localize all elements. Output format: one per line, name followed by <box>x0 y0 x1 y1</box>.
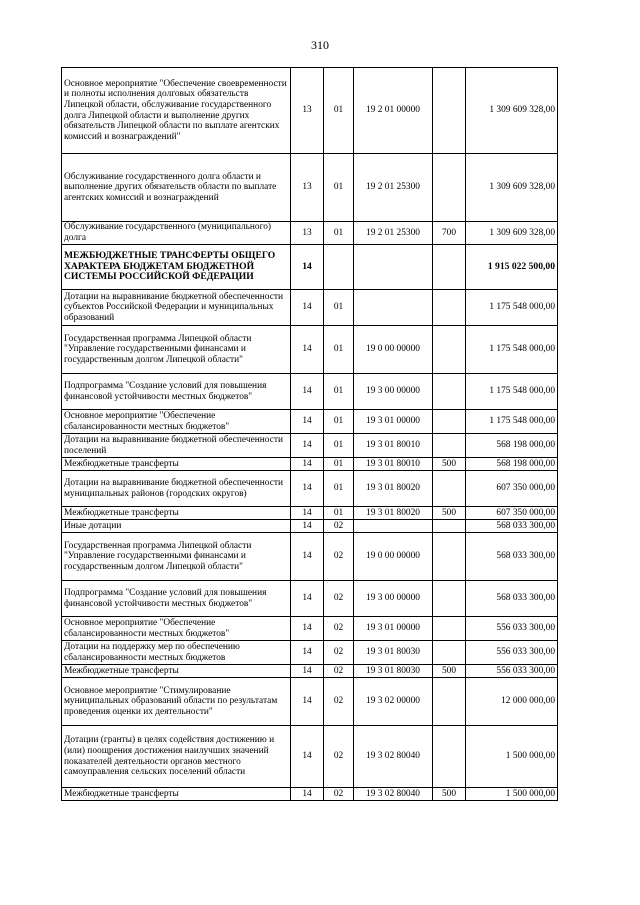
amount: 12 000 000,00 <box>466 678 558 726</box>
target-article-code: 19 3 02 80040 <box>354 726 433 788</box>
section-code: 14 <box>291 410 324 434</box>
subsection-code: 01 <box>324 434 354 458</box>
target-article-code: 19 3 01 00000 <box>354 410 433 434</box>
section-code: 14 <box>291 507 324 520</box>
target-article-code: 19 2 01 25300 <box>354 154 433 222</box>
item-name: Подпрограмма "Создание условий для повышения финансовой устойчивости местных бюджетов" <box>62 374 291 410</box>
expense-type-code: 500 <box>433 788 466 801</box>
section-code: 13 <box>291 154 324 222</box>
item-name: Дотации на выравнивание бюджетной обеспеченности поселений <box>62 434 291 458</box>
target-article-code: 19 3 02 00000 <box>354 678 433 726</box>
item-name: Дотации (гранты) в целях содействия достижению и (или) поощрения достижения наилучших значений показателей деятельности органов местного самоуправления сельских поселений области <box>62 726 291 788</box>
table-row <box>62 290 558 326</box>
amount: 556 033 300,00 <box>466 641 558 665</box>
table-row <box>62 410 558 434</box>
amount: 1 309 609 328,00 <box>466 68 558 154</box>
section-code: 14 <box>291 471 324 507</box>
expense-type-code <box>433 471 466 507</box>
expense-type-code <box>433 374 466 410</box>
expense-type-code <box>433 434 466 458</box>
expense-type-code <box>433 617 466 641</box>
section-code: 14 <box>291 726 324 788</box>
subsection-code: 01 <box>324 68 354 154</box>
target-article-code: 19 3 00 00000 <box>354 581 433 617</box>
subsection-code: 01 <box>324 410 354 434</box>
expense-type-code <box>433 154 466 222</box>
amount: 568 033 300,00 <box>466 581 558 617</box>
section-code: 14 <box>291 434 324 458</box>
section-code: 14 <box>291 665 324 678</box>
table-row <box>62 374 558 410</box>
amount: 1 915 022 500,00 <box>466 245 558 290</box>
expense-type-code <box>433 290 466 326</box>
expense-type-code: 500 <box>433 507 466 520</box>
table-row <box>62 154 558 222</box>
subsection-code: 01 <box>324 471 354 507</box>
subsection-code: 01 <box>324 374 354 410</box>
expense-type-code: 700 <box>433 222 466 245</box>
subsection-code: 01 <box>324 154 354 222</box>
amount: 1 309 609 328,00 <box>466 154 558 222</box>
subsection-code <box>324 245 354 290</box>
target-article-code: 19 3 01 80030 <box>354 641 433 665</box>
expense-type-code <box>433 68 466 154</box>
target-article-code: 19 3 01 00000 <box>354 617 433 641</box>
section-code: 13 <box>291 68 324 154</box>
section-code: 13 <box>291 222 324 245</box>
section-code: 14 <box>291 326 324 374</box>
target-article-code: 19 3 01 80010 <box>354 458 433 471</box>
section-code: 14 <box>291 458 324 471</box>
table-row <box>62 520 558 533</box>
target-article-code: 19 3 02 80040 <box>354 788 433 801</box>
table-row <box>62 245 558 290</box>
subsection-code: 02 <box>324 726 354 788</box>
amount: 1 500 000,00 <box>466 726 558 788</box>
table-row <box>62 507 558 520</box>
subsection-code: 02 <box>324 788 354 801</box>
subsection-code: 02 <box>324 617 354 641</box>
section-code: 14 <box>291 641 324 665</box>
target-article-code: 19 0 00 00000 <box>354 326 433 374</box>
table-row <box>62 222 558 245</box>
target-article-code <box>354 245 433 290</box>
section-code: 14 <box>291 678 324 726</box>
item-name: Основное мероприятие "Обеспечение сбалансированности местных бюджетов" <box>62 617 291 641</box>
section-code: 14 <box>291 617 324 641</box>
item-name: Дотации на выравнивание бюджетной обеспеченности субъектов Российской Федерации и муниципальных образований <box>62 290 291 326</box>
expense-type-code: 500 <box>433 458 466 471</box>
target-article-code: 19 0 00 00000 <box>354 533 433 581</box>
amount: 568 033 300,00 <box>466 520 558 533</box>
item-name: Обслуживание государственного долга области и выполнение других обязательств области по выплате агентских комиссий и вознаграждений <box>62 154 291 222</box>
amount: 1 500 000,00 <box>466 788 558 801</box>
expense-type-code <box>433 581 466 617</box>
section-code: 14 <box>291 290 324 326</box>
subsection-code: 01 <box>324 507 354 520</box>
expense-type-code: 500 <box>433 665 466 678</box>
budget-table <box>61 67 558 801</box>
target-article-code: 19 3 01 80030 <box>354 665 433 678</box>
subsection-code: 01 <box>324 222 354 245</box>
table-row <box>62 471 558 507</box>
expense-type-code <box>433 520 466 533</box>
item-name: Межбюджетные трансферты <box>62 458 291 471</box>
table-row <box>62 434 558 458</box>
item-name: Подпрограмма "Создание условий для повышения финансовой устойчивости местных бюджетов" <box>62 581 291 617</box>
subsection-code: 02 <box>324 533 354 581</box>
amount: 1 175 548 000,00 <box>466 290 558 326</box>
subsection-code: 02 <box>324 641 354 665</box>
section-code: 14 <box>291 520 324 533</box>
expense-type-code <box>433 245 466 290</box>
target-article-code: 19 2 01 25300 <box>354 222 433 245</box>
subsection-code: 01 <box>324 458 354 471</box>
amount: 607 350 000,00 <box>466 471 558 507</box>
table-row <box>62 678 558 726</box>
expense-type-code <box>433 326 466 374</box>
expense-type-code <box>433 410 466 434</box>
item-name: Дотации на выравнивание бюджетной обеспеченности муниципальных районов (городских округов) <box>62 471 291 507</box>
table-row <box>62 665 558 678</box>
subsection-code: 02 <box>324 581 354 617</box>
table-row <box>62 641 558 665</box>
subsection-code: 01 <box>324 290 354 326</box>
target-article-code: 19 2 01 00000 <box>354 68 433 154</box>
amount: 568 198 000,00 <box>466 458 558 471</box>
item-name: МЕЖБЮДЖЕТНЫЕ ТРАНСФЕРТЫ ОБЩЕГО ХАРАКТЕРА БЮДЖЕТАМ БЮДЖЕТНОЙ СИСТЕМЫ РОССИЙСКОЙ ФЕДЕРАЦИИ <box>62 245 291 290</box>
section-code: 14 <box>291 245 324 290</box>
amount: 1 175 548 000,00 <box>466 374 558 410</box>
item-name: Иные дотации <box>62 520 291 533</box>
expense-type-code <box>433 726 466 788</box>
target-article-code: 19 3 01 80010 <box>354 434 433 458</box>
amount: 1 175 548 000,00 <box>466 326 558 374</box>
table-row <box>62 533 558 581</box>
subsection-code: 02 <box>324 665 354 678</box>
table-row <box>62 788 558 801</box>
table-row <box>62 581 558 617</box>
page-number: 310 <box>311 38 329 52</box>
subsection-code: 02 <box>324 520 354 533</box>
table-row <box>62 458 558 471</box>
table-row <box>62 68 558 154</box>
table-row <box>62 326 558 374</box>
item-name: Межбюджетные трансферты <box>62 507 291 520</box>
target-article-code: 19 3 00 00000 <box>354 374 433 410</box>
table-row <box>62 617 558 641</box>
target-article-code: 19 3 01 80020 <box>354 471 433 507</box>
amount: 556 033 300,00 <box>466 665 558 678</box>
subsection-code: 02 <box>324 678 354 726</box>
item-name: Основное мероприятие "Обеспечение своевременности и полноты исполнения долговых обязательств Липецкой области, обслуживание государственного долга Липецкой области и выполнение других обязательств Липецкой области по выплате агентских комиссий и вознаграждений" <box>62 68 291 154</box>
item-name: Государственная программа Липецкой области "Управление государственными финансами и государственным долгом Липецкой области" <box>62 533 291 581</box>
amount: 556 033 300,00 <box>466 617 558 641</box>
target-article-code: 19 3 01 80020 <box>354 507 433 520</box>
section-code: 14 <box>291 374 324 410</box>
section-code: 14 <box>291 581 324 617</box>
amount: 568 033 300,00 <box>466 533 558 581</box>
item-name: Обслуживание государственного (муниципального) долга <box>62 222 291 245</box>
item-name: Основное мероприятие "Обеспечение сбалансированности местных бюджетов" <box>62 410 291 434</box>
amount: 1 175 548 000,00 <box>466 410 558 434</box>
section-code: 14 <box>291 533 324 581</box>
item-name: Межбюджетные трансферты <box>62 665 291 678</box>
item-name: Основное мероприятие "Стимулирование муниципальных образований области по результатам проведения оценки их деятельности" <box>62 678 291 726</box>
item-name: Межбюджетные трансферты <box>62 788 291 801</box>
amount: 568 198 000,00 <box>466 434 558 458</box>
amount: 607 350 000,00 <box>466 507 558 520</box>
target-article-code <box>354 520 433 533</box>
expense-type-code <box>433 641 466 665</box>
expense-type-code <box>433 678 466 726</box>
target-article-code <box>354 290 433 326</box>
table-row <box>62 726 558 788</box>
item-name: Государственная программа Липецкой области "Управление государственными финансами и государственным долгом Липецкой области" <box>62 326 291 374</box>
expense-type-code <box>433 533 466 581</box>
amount: 1 309 609 328,00 <box>466 222 558 245</box>
section-code: 14 <box>291 788 324 801</box>
subsection-code: 01 <box>324 326 354 374</box>
item-name: Дотации на поддержку мер по обеспечению сбалансированности местных бюджетов <box>62 641 291 665</box>
